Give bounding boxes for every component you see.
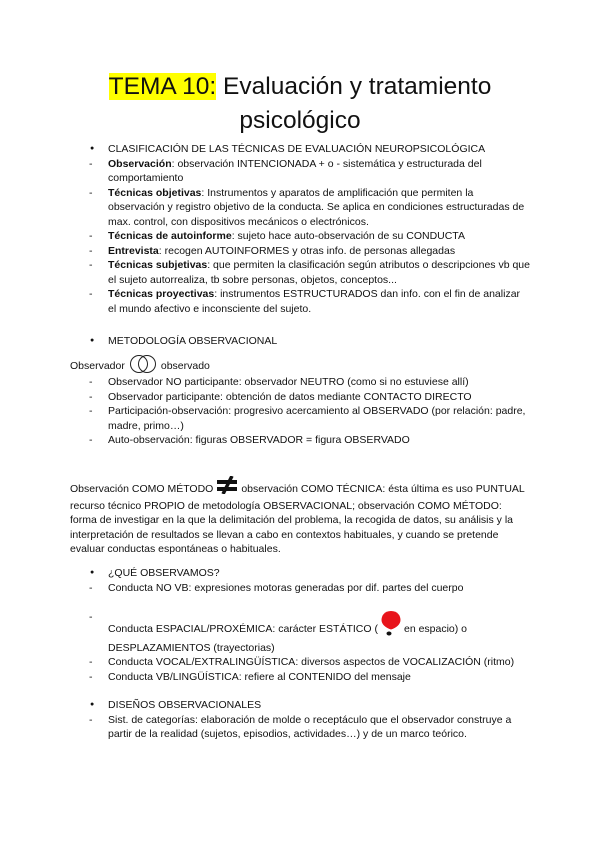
definition: : recogen AUTOINFORMES y otras info. de personas allegadas bbox=[158, 244, 456, 257]
definition: : que permiten la clasificación según atributos o descripciones vb que el sujeto autorrealiza, tb sobre personas, objetos, conceptos... bbox=[108, 259, 530, 286]
disenos-list bbox=[70, 713, 530, 742]
list-item: - Observador participante: obtención de datos mediante CONTACTO DIRECTO bbox=[70, 390, 530, 405]
section-clasificacion bbox=[70, 142, 530, 316]
metodologia-list-block bbox=[70, 375, 530, 448]
metodologia-list bbox=[70, 375, 530, 448]
item-text: en espacio) o DESPLAZAMIENTOS (trayectorias) bbox=[108, 623, 468, 654]
map-pin-icon bbox=[380, 610, 402, 641]
list-item bbox=[70, 610, 530, 655]
term: Observación bbox=[108, 157, 172, 170]
list-item: - Participación-observación: progresivo acercamiento al OBSERVADO (por relación: padre, madre, primo…) bbox=[70, 404, 530, 433]
para-rest: observación COMO TÉCNICA: ésta última es uso PUNTUAL recurso técnico PROPIO de metodología OBSERVACIONAL; observación COMO MÉTODO: forma de investigar en la que la delimitación del problema, la recogida de datos, su análisis y la interpretación de resultados se llevan a cabo en contextos habituales, y cuando se pretende evaluar conductas espontáneas o habituales. bbox=[70, 483, 525, 555]
list-item bbox=[70, 186, 530, 230]
term: Entrevista bbox=[108, 244, 159, 257]
definition: : instrumentos ESTRUCTURADOS dan info. con el fin de analizar el mundo afectivo e inconsciente del sujeto. bbox=[108, 288, 521, 315]
observed-label: observado bbox=[160, 360, 210, 373]
list-item bbox=[70, 229, 530, 244]
section-heading: ● DISEÑOS OBSERVACIONALES bbox=[70, 698, 530, 713]
section-que-observamos bbox=[70, 566, 530, 595]
section-heading: ● CLASIFICACIÓN DE LAS TÉCNICAS DE EVALUACIÓN NEUROPSICOLÓGICA bbox=[70, 142, 530, 157]
item-text: Conducta ESPACIAL/PROXÉMICA: carácter ESTÁTICO ( bbox=[108, 623, 378, 635]
que-observamos-list bbox=[70, 581, 530, 596]
list-item: - Sist. de categorías: elaboración de molde o receptáculo que el observador construye a partir de la realidad (sujetos, episodios, actividades…) y de un marco teórico. bbox=[70, 713, 530, 742]
que-observamos-list-2 bbox=[70, 610, 530, 684]
para-start: Observación COMO MÉTODO bbox=[70, 483, 214, 495]
section-heading: ● ¿QUÉ OBSERVAMOS? bbox=[70, 566, 530, 581]
list-item: - Auto-observación: figuras OBSERVADOR = figura OBSERVADO bbox=[70, 433, 530, 448]
title-highlight: TEMA 10: bbox=[108, 73, 217, 100]
section-metodologia bbox=[70, 334, 530, 349]
title-text: Evaluación y tratamiento psicológico bbox=[216, 73, 492, 134]
list-item bbox=[70, 287, 530, 316]
section-heading: ● METODOLOGÍA OBSERVACIONAL bbox=[70, 334, 530, 349]
term: Técnicas objetivas bbox=[108, 186, 202, 199]
clasificacion-list bbox=[70, 157, 530, 317]
list-item bbox=[70, 157, 530, 186]
list-item: - Conducta NO VB: expresiones motoras generadas por dif. partes del cuerpo bbox=[70, 581, 530, 596]
definition: : Instrumentos y aparatos de amplificación que permiten la observación y registro objetivo de la conducta. Se aplica en condiciones estructuradas de max. control, con dispositivos mecánicos o electrónicos. bbox=[108, 186, 525, 228]
document-title bbox=[70, 70, 530, 138]
list-item bbox=[70, 244, 530, 259]
metodo-tecnica-paragraph bbox=[70, 476, 530, 557]
term: Técnicas proyectivas bbox=[108, 288, 215, 300]
not-equal-icon bbox=[215, 476, 239, 499]
observer-label: Observador bbox=[70, 360, 125, 373]
section-disenos bbox=[70, 698, 530, 742]
term: Técnicas subjetivas bbox=[108, 259, 208, 271]
definition: : observación INTENCIONADA + o - sistemática y estructurada del comportamiento bbox=[108, 157, 482, 184]
definition: : sujeto hace auto-observación de su CONDUCTA bbox=[231, 230, 465, 242]
term: Técnicas de autoinforme bbox=[108, 230, 232, 242]
list-item: - Conducta VOCAL/EXTRALINGÜÍSTICA: diversos aspectos de VOCALIZACIÓN (ritmo) bbox=[70, 655, 530, 670]
list-item: - Conducta VB/LINGÜÍSTICA: refiere al CONTENIDO del mensaje bbox=[70, 670, 530, 685]
list-item: - Observador NO participante: observador NEUTRO (como si no estuviese allí) bbox=[70, 375, 530, 390]
list-item bbox=[70, 258, 530, 287]
